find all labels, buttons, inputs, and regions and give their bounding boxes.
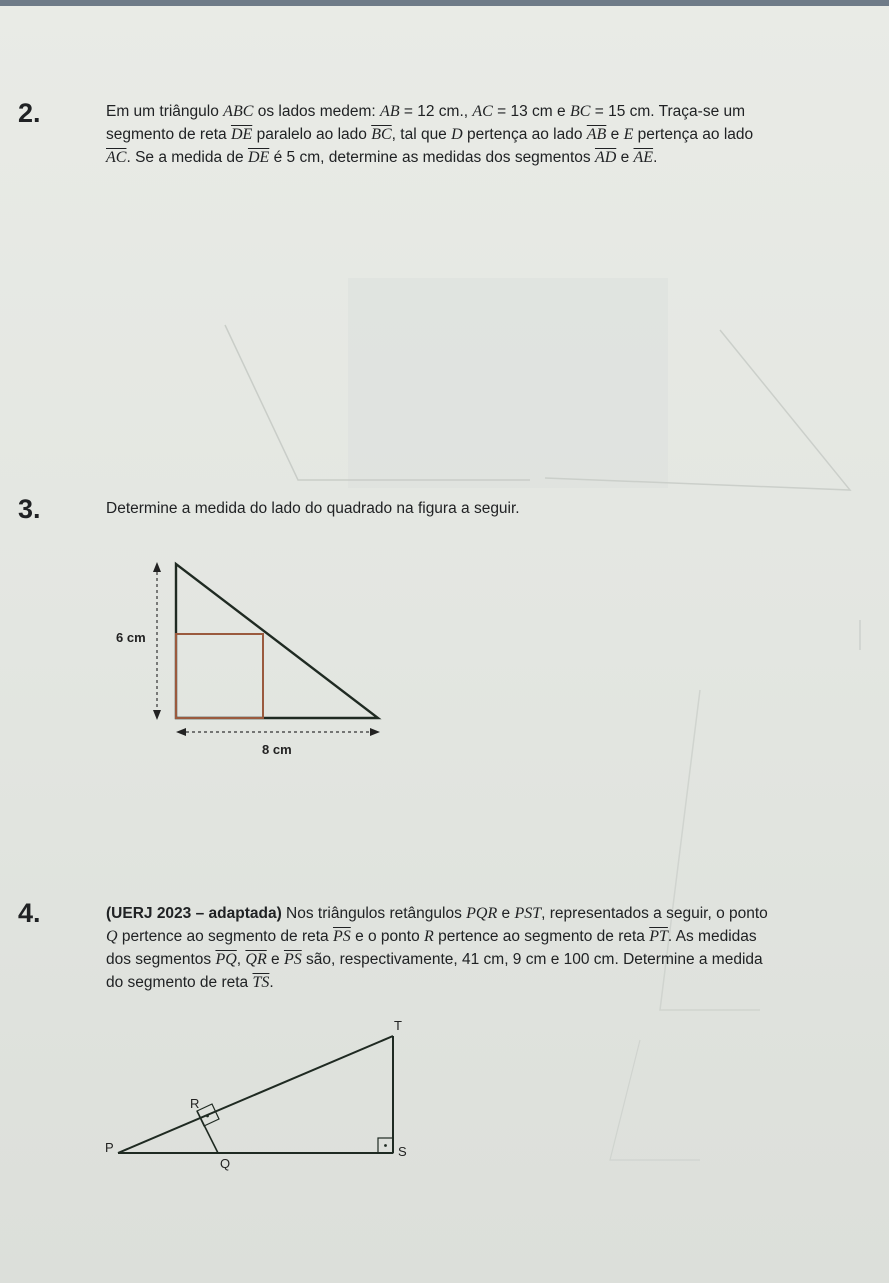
question-2-line-3: $\overline{AC}$. Se a medida de $\overline{DE}$ é 5 cm, determine as medidas dos segmentos $\overline{AD}$ e $\overline{AE}$. <box>106 149 658 166</box>
question-3-text: Determine a medida do lado do quadrado na figura a seguir. <box>106 500 520 517</box>
question-3-number: 3. <box>18 494 41 524</box>
question-4-source: (UERJ 2023 – adaptada) <box>106 905 282 922</box>
question-4-number: 4. <box>18 898 41 928</box>
label-s: S <box>398 1144 407 1159</box>
question-2-line-1: Em um triângulo ABC os lados medem: AB = 12 cm., AC = 13 cm e BC = 15 cm. Traça-se um <box>106 103 746 120</box>
right-angle-dot-r <box>206 1115 209 1118</box>
label-t: T <box>394 1018 402 1033</box>
label-q: Q <box>220 1156 231 1171</box>
label-r: R <box>190 1096 200 1111</box>
question-4-line-3: dos segmentos $\overline{PQ}$, $\overline{QR}$ e $\overline{PS}$ são, respectivamente, 41 cm, 9 cm e 100 cm. Determine a medida <box>106 951 763 968</box>
segment-pt <box>118 1036 393 1153</box>
base-label: 8 cm <box>262 742 292 757</box>
question-2-line-2: segmento de reta $\overline{DE}$ paralelo ao lado $\overline{BC}$, tal que D pertença ao lado $\overline{AB}$ e E pertença ao lado <box>106 126 754 143</box>
label-p: P <box>105 1140 114 1155</box>
question-2-number: 2. <box>18 98 41 128</box>
right-angle-dot-s <box>384 1144 387 1147</box>
question-4-line-4: do segmento de reta $\overline{TS}$. <box>106 974 274 991</box>
height-label: 6 cm <box>116 630 146 645</box>
question-4-line-1: (UERJ 2023 – adaptada) Nos triângulos retângulos PQR e PST, representados a seguir, o ponto <box>106 905 768 922</box>
question-4-line-2: Q pertence ao segmento de reta $\overline{PS}$ e o ponto R pertence ao segmento de reta $\overline{PT}$. As medidas <box>106 928 757 945</box>
